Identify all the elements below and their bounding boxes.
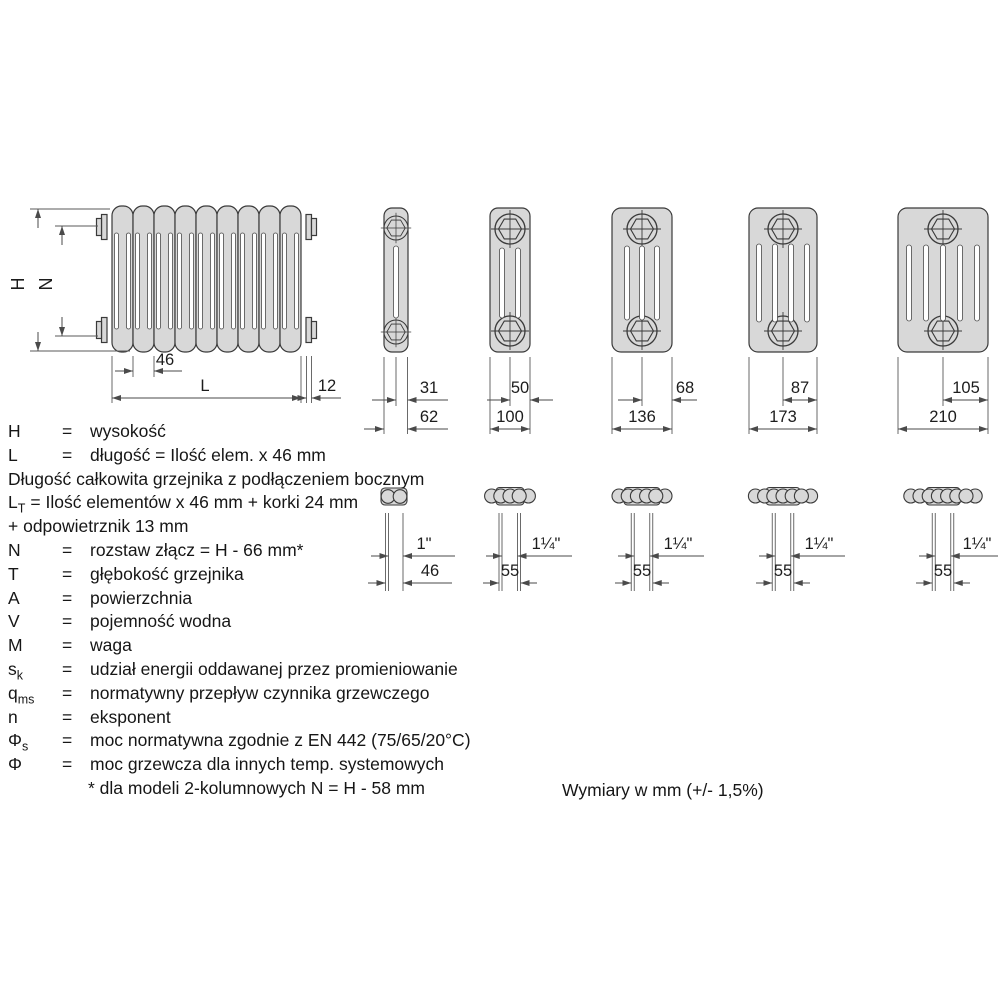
element-pitch-label: 46: [155, 351, 175, 369]
legend-row-footnote: [8, 777, 583, 801]
spacing-label: N: [36, 277, 56, 291]
cross-section-3-column: [487, 208, 553, 434]
dimensions-tolerance-note: Wymiary w mm (+/- 1,5%): [562, 780, 764, 800]
half-depth-label-3col: 50: [510, 379, 530, 397]
legend-symbol: A: [8, 587, 20, 608]
legend-symbol: T: [8, 563, 19, 584]
legend: [8, 420, 583, 801]
legend-row-sk: $s_k$ = udział energii oddawanej przez promieniowanie: [8, 658, 458, 683]
legend-row-T: T = głębokość grzejnika: [8, 563, 583, 587]
connection-size-label-6col: 1¼": [962, 535, 992, 553]
legend-row-n: n = eksponent: [8, 706, 583, 730]
depth-label-4col: 136: [628, 408, 656, 426]
legend-row-V: V = pojemność wodna: [8, 610, 583, 634]
cross-section-5-column: [749, 208, 817, 434]
connection-size-label-5col: 1¼": [804, 535, 834, 553]
legend-row-phi-s: $\Phi_s$ = moc normatywna zgodnie z EN 442 (75/65/20°C): [8, 730, 471, 754]
side-offset-label: 12: [317, 377, 337, 395]
legend-text: głębokość grzejnika: [90, 563, 244, 584]
legend-row-A: A = powierzchnia: [8, 587, 583, 611]
height-label: H: [8, 277, 28, 291]
depth-label-6col: 210: [929, 408, 957, 426]
pitch-label-6col: 55: [933, 562, 953, 580]
radiator-front-view: [8, 206, 341, 403]
connection-size-label-3col: 1¼": [531, 535, 561, 553]
legend-text: + odpowietrznik 13 mm: [8, 516, 189, 537]
pitch-label-3col: 55: [500, 562, 520, 580]
legend-symbol: s: [8, 658, 17, 679]
length-label: L: [200, 377, 210, 395]
legend-row-total-length-title: [8, 468, 583, 492]
legend-text: pojemność wodna: [90, 611, 232, 632]
legend-symbol: M: [8, 635, 23, 656]
cross-section-4-column: [612, 208, 697, 434]
depth-label-3col: 100: [496, 408, 524, 426]
legend-row-phi: Φ = moc grzewcza dla innych temp. systemowych: [8, 753, 583, 777]
legend-text: normatywny przepływ czynnika grzewczego: [90, 682, 430, 703]
legend-text: udział energii oddawanej przez promieniowanie: [90, 658, 458, 679]
legend-symbol: Φ: [8, 730, 22, 751]
legend-symbol: V: [8, 611, 20, 632]
legend-symbol: L: [8, 492, 18, 513]
half-depth-label-4col: 68: [675, 379, 695, 397]
depth-label-2col: 62: [419, 408, 439, 426]
legend-row-L: L = długość = Ilość elem. x 46 mm: [8, 444, 583, 468]
legend-text: = Ilość elementów x 46 mm + korki 24 mm: [30, 492, 359, 513]
legend-row-M: M = waga: [8, 634, 583, 658]
legend-symbol: L: [8, 444, 18, 465]
legend-row-LT: $L_T$ = Ilość elementów x 46 mm + korki 24 mm: [8, 492, 359, 516]
top-view-5-column: [748, 488, 845, 592]
legend-symbol: q: [8, 682, 18, 703]
connection-size-label-4col: 1¼": [663, 535, 693, 553]
pitch-label-5col: 55: [773, 562, 793, 580]
legend-row-H: H = wysokość: [8, 420, 583, 444]
legend-row-qms: $q_{ms}$ = normatywny przepływ czynnika grzewczego: [8, 682, 430, 707]
depth-label-5col: 173: [769, 408, 797, 426]
legend-text: moc normatywna zgodnie z EN 442 (75/65/20°C): [90, 730, 471, 751]
connection-size-label-2col: 1": [416, 535, 432, 553]
length-dimensions: [112, 351, 341, 403]
legend-symbol: n: [8, 706, 18, 727]
pitch-label-4col: 55: [632, 562, 652, 580]
legend-symbol: Φ: [8, 754, 22, 775]
legend-text: powierzchnia: [90, 587, 193, 608]
pitch-label-2col: 46: [420, 562, 440, 580]
top-view-4-column: [612, 488, 704, 592]
legend-text: waga: [90, 635, 132, 656]
legend-text: moc grzewcza dla innych temp. systemowych: [90, 754, 445, 775]
legend-text: * dla modeli 2-kolumnowych N = H - 58 mm: [88, 777, 425, 798]
half-depth-label-5col: 87: [790, 379, 810, 397]
legend-row-N: N = rozstaw złącz = H - 66 mm*: [8, 539, 583, 563]
legend-text: długość = Ilość elem. x 46 mm: [90, 444, 326, 465]
half-depth-label-2col: 31: [419, 379, 439, 397]
legend-symbol: H: [8, 421, 21, 441]
legend-text: eksponent: [90, 706, 171, 727]
half-depth-label-6col: 105: [952, 379, 980, 397]
legend-row-air-vent: [8, 515, 583, 539]
legend-text: wysokość: [90, 421, 166, 441]
legend-text: Długość całkowita grzejnika z podłączeniem bocznym: [8, 468, 425, 489]
cross-section-6-column: [898, 208, 988, 434]
top-view-6-column: [904, 488, 998, 592]
legend-symbol: N: [8, 539, 21, 560]
cross-section-2-column: [364, 208, 448, 434]
legend-text: rozstaw złącz = H - 66 mm*: [90, 539, 304, 560]
